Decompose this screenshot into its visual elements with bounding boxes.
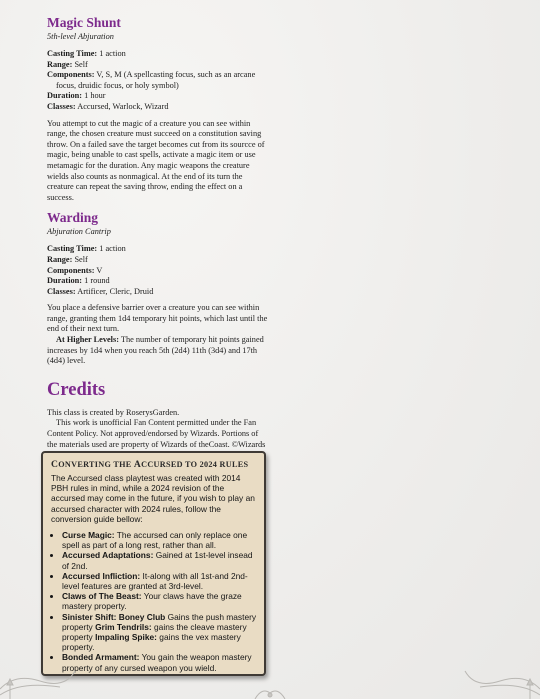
list-item: • Claws of The Beast: Your claws have the graze mastery property. <box>62 591 257 611</box>
list-item: • Accursed Adaptations: Gained at 1st-level insead of 2nd. <box>62 550 257 570</box>
stat-components: Components: V, S, M (A spellcasting focus, such as an arcane focus, druidic focus, or holy symbol) <box>47 70 256 90</box>
credits-legal: This work is unofficial Fan Content permitted under the Fan Content Policy. Not approved/endorsed by Wizards. Portions of the materials used are property of Wizards of theCoast. ©Wizards <box>47 418 266 449</box>
spell-higher-levels: At Higher Levels: The number of temporary hit points gained increases by 1d4 when you reach 5th (2d4) 11th (3d4) and 17th (4d4) level. <box>47 335 264 366</box>
credits-section <box>47 379 269 461</box>
list-item: • Sinister Shift: Boney Club Gains the push mastery property Grim Tendrils: gains the cleave mastery property Impaling Spike: gains the vex mastery property. <box>62 612 257 653</box>
stat-classes: Classes: Accursed, Warlock, Wizard <box>47 101 169 111</box>
stat-duration: Duration: 1 round <box>47 276 110 286</box>
spell-name: Warding <box>47 210 99 226</box>
box-title: CONVERTING THE ACCURSED TO 2024 RULES <box>51 459 249 470</box>
conversion-sidebar-box <box>41 451 266 676</box>
credits-line: This class is created by RoserysGarden. <box>47 407 180 417</box>
spell-name: Magic Shunt <box>47 15 121 30</box>
spell-type: Abjuration Cantrip <box>47 227 111 237</box>
spell-type: 5th-level Abjuration <box>47 32 114 41</box>
stat-casting-time: Casting Time: 1 action <box>47 244 126 254</box>
footer-ornament <box>0 659 540 699</box>
text-column <box>47 14 269 461</box>
conversion-list <box>51 530 257 673</box>
credits-heading: Credits <box>47 379 106 400</box>
stat-classes: Classes: Artificer, Cleric, Druid <box>47 286 154 296</box>
spell-warding <box>47 209 269 367</box>
stat-range: Range: Self <box>47 254 88 264</box>
spell-description: You place a defensive barrier over a creature you can see within range, granting them 1d4 temporary hit points, which last until the end of their next turn. <box>47 303 268 334</box>
list-item: • Accursed Infliction: It-along with all 1st-and 2nd-level features are granted at 3rd-level. <box>62 571 257 591</box>
stat-range: Range: Self <box>47 59 88 69</box>
spell-magic-shunt <box>47 14 269 203</box>
stat-components: Components: V <box>47 265 103 275</box>
spell-description: You attempt to cut the magic of a creature you can see within range, the chosen creature must succeed on a constitution saving throw. On a failed save the target becomes cut from its sourcce of magic, being unable to cast spells, activate a magic item or use metamagic for the duration. Any magic weapons the creature wields also counts as nonmagical. At the end of its turn the creature can repeat the saving throw, ending the effect on a success. <box>47 118 265 202</box>
list-item: • Curse Magic: The accursed can only replace one spell as part of a long rest, rather than all. <box>62 530 257 550</box>
box-intro: The Accursed class playtest was created with 2014 PBH rules in mind, while a 2024 revision of the accursed may come in the future, if you wish to play an accursed character with 2024 rules, follow the conversion guide bellow: <box>51 473 255 524</box>
list-item: • Bonded Armament: You gain the weapon mastery property of any cursed weapon you wield. <box>62 652 257 672</box>
stat-duration: Duration: 1 hour <box>47 91 106 101</box>
stat-casting-time: Casting Time: 1 action <box>47 49 126 58</box>
